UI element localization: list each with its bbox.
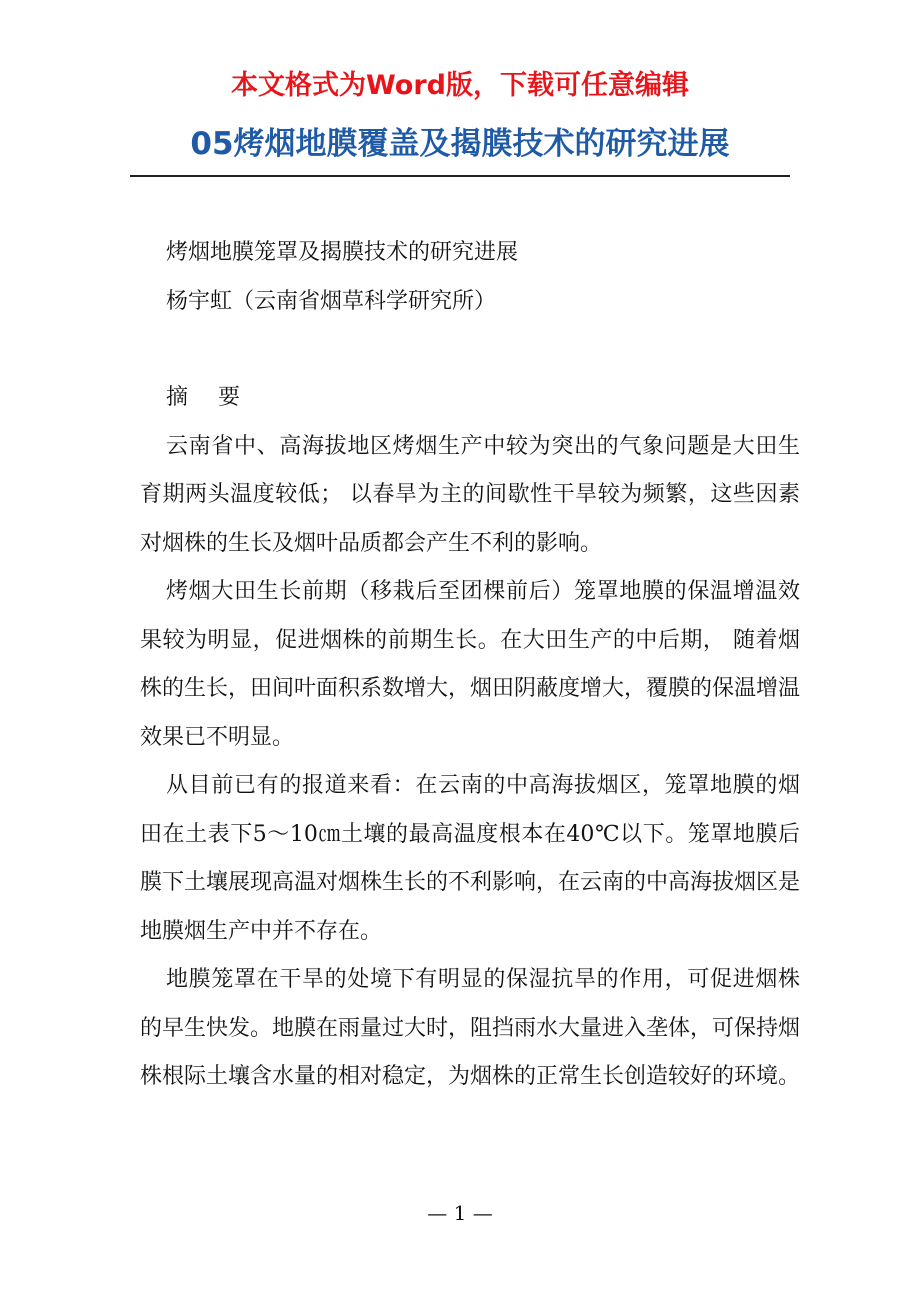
title-divider xyxy=(130,175,790,177)
author-affiliation: 杨宇虹（云南省烟草科学研究所） xyxy=(166,288,497,314)
paragraph: 云南省中、高海拔地区烤烟生产中较为突出的气象问题是大田生育期两头温度较低； 以春旱为主的间歇性干旱较为频繁，这些因素对烟株的生长及烟叶品质都会产生不利的影响。 xyxy=(140,433,800,556)
format-notice-banner: 本文格式为Word版，下载可任意编辑 xyxy=(230,70,689,101)
paragraph: 地膜笼罩在干旱的处境下有明显的保湿抗旱的作用，可促进烟株的早生快发。地膜在雨量过大时，阻挡雨水大量进入垄体，可保持烟株根际土壤含水量的相对稳定，为烟株的正常生长创造较好的环境。 xyxy=(140,967,801,1089)
abstract-heading: 摘 要 xyxy=(166,385,245,410)
document-title: 05烤烟地膜覆盖及揭膜技术的研究进展 xyxy=(190,126,730,162)
paragraph: 烤烟大田生长前期（移栽后至团棵前后）笼罩地膜的保温增温效果较为明显，促进烟株的前期生长。在大田生产的中后期， 随着烟株的生长，田间叶面积系数增大，烟田阴蔽度增大，覆膜的保温增温效果已不明显。 xyxy=(140,579,801,750)
spacer xyxy=(140,326,800,374)
article-title: 烤烟地膜笼罩及揭膜技术的研究进展 xyxy=(166,240,519,265)
page-number: — 1 — xyxy=(427,1201,493,1225)
paragraph: 从目前已有的报道来看：在云南的中高海拔烟区，笼罩地膜的烟田在土表下5～10㎝土壤的最高温度根本在40℃以下。笼罩地膜后膜下土壤展现高温对烟株生长的不利影响，在云南的中高海拔烟区是地膜烟生产中并不存在。 xyxy=(140,773,801,944)
article-body xyxy=(140,229,800,1102)
